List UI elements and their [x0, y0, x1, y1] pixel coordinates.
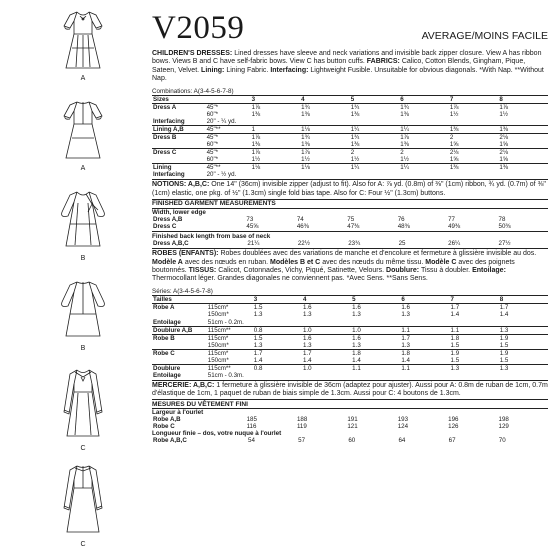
measurement-cell: 57	[298, 437, 306, 445]
length-table-english	[152, 240, 548, 247]
yardage-cell: 1.1	[400, 326, 449, 334]
measurement-cell: 124	[397, 423, 409, 431]
fabric-width: 60"*	[206, 111, 219, 119]
yardage-cell	[449, 171, 499, 178]
yardage-cell	[499, 372, 548, 379]
width-label-french: Largeur à l'ourlet	[152, 409, 204, 417]
yardage-cell: 0.8	[253, 364, 302, 372]
yardage-cell: 1⅛	[251, 164, 301, 172]
yardage-cell: 1.5	[253, 334, 302, 342]
table-row	[152, 334, 548, 342]
size-heading: 4	[300, 96, 350, 104]
yardage-cell: 1⅞	[399, 134, 449, 142]
fabric-width: 51cm - 0.2m.	[207, 318, 244, 326]
yardage-cell: 1.6	[302, 334, 351, 342]
yardage-cell: 2	[350, 149, 400, 157]
view-letter: C	[80, 541, 86, 548]
yardage-cell: 1.4	[450, 311, 460, 319]
row-label: Dress C	[153, 223, 177, 231]
measurement-cell: 27½	[498, 240, 511, 248]
yardage-cell: 1.6	[400, 304, 449, 312]
measurement-cell: 45⅝	[246, 223, 259, 231]
yardage-cell: 1.4	[253, 356, 263, 364]
row-label	[152, 141, 206, 149]
length-label-french: Longueur finie – dos, votre nuque à l'ourlet	[152, 430, 282, 438]
yardage-cell: 1.3	[499, 326, 548, 334]
measurement-cell: 60	[348, 437, 356, 445]
view-letter: A	[80, 165, 86, 172]
measurement-cell: 50⅜	[498, 223, 511, 231]
table-row	[152, 149, 548, 157]
yardage-cell: 1⅜	[301, 111, 310, 119]
yardage-cell: 1.9	[450, 349, 499, 357]
yardage-cell: 1⅞	[449, 104, 499, 112]
fabric-width: 60"*	[206, 156, 219, 164]
yardage-cell: 1¼	[350, 126, 400, 134]
size-header-row	[152, 96, 548, 104]
yardage-cell: 1¼	[399, 164, 449, 172]
yardage-cell: 1.3	[499, 364, 548, 372]
fabric-width: 115cm*	[207, 334, 253, 342]
yardage-cell: 1½	[350, 156, 360, 164]
sizes-label: Tailles	[152, 296, 207, 304]
size-heading: 6	[399, 96, 449, 104]
blank-cell	[206, 437, 247, 444]
yardage-cell: 1½	[251, 156, 261, 164]
row-label: Dress A	[152, 104, 206, 112]
measurements-title-french: MESURES DU VÊTEMENT FINI	[152, 399, 548, 409]
measurement-cell: 129	[498, 423, 509, 431]
yardage-cell: 1.8	[450, 334, 499, 342]
measurement-cell: 116	[246, 423, 257, 431]
yardage-cell	[498, 118, 548, 126]
yardage-cell: 1⅞	[251, 104, 301, 112]
yardage-cell: 2⅛	[498, 149, 548, 157]
measurement-cell: 121	[347, 423, 358, 431]
fabric-width: 45"*	[206, 104, 251, 112]
measurement-cell: 193	[397, 416, 409, 424]
yardage-table-english	[152, 95, 548, 178]
yardage-cell: 1½	[449, 111, 459, 119]
yardage-cell: 1⅜	[350, 111, 360, 119]
yardage-cell: 1⅛	[300, 126, 350, 134]
row-label: Robe B	[152, 334, 207, 342]
yardage-cell	[449, 118, 499, 126]
size-heading: 7	[450, 296, 499, 304]
row-label: Dress C	[152, 149, 206, 157]
yardage-cell: 2	[399, 149, 449, 157]
table-row	[152, 164, 548, 172]
yardage-cell: 1½	[400, 156, 409, 164]
measurement-cell: 74	[296, 216, 304, 224]
measurement-cell: 73	[246, 216, 254, 224]
yardage-cell: 1.7	[450, 304, 499, 312]
row-label	[152, 156, 206, 164]
yardage-cell: 1.7	[499, 304, 548, 312]
measurement-cell: 25	[398, 240, 406, 248]
fabric-width: 115cm**	[207, 364, 253, 372]
yardage-cell: 1.4	[302, 356, 312, 364]
length-table-french	[152, 437, 548, 444]
fabric-width: 45"*	[206, 134, 251, 142]
view-letter: B	[80, 255, 86, 262]
yardage-cell: 1⅝	[499, 141, 508, 149]
technical-drawings	[0, 0, 150, 560]
row-label: Doublure A,B	[152, 326, 207, 334]
yardage-cell: 1¼	[399, 126, 449, 134]
yardage-cell: 1.5	[450, 356, 460, 364]
yardage-cell: 1⅜	[449, 126, 499, 134]
view-letter: A	[80, 75, 86, 82]
row-label: Doublure	[152, 364, 207, 372]
measurement-cell: 77	[448, 216, 455, 224]
yardage-cell: 1.0	[302, 326, 351, 334]
size-heading: 3	[251, 96, 301, 104]
table-row	[152, 171, 548, 178]
measurement-cell: 46⅜	[296, 223, 309, 231]
blank-cell	[205, 416, 245, 423]
dress-c-back-drawing	[48, 460, 118, 548]
yardage-cell: 1.3	[401, 311, 410, 319]
yardage-cell	[251, 118, 301, 126]
measurement-row	[152, 437, 548, 444]
size-heading: 8	[499, 296, 548, 304]
yardage-cell	[399, 171, 449, 178]
measurements-title-english: FINISHED GARMENT MEASUREMENTS	[152, 199, 548, 209]
row-label	[152, 357, 207, 365]
yardage-cell: 1⅜	[400, 111, 409, 119]
table-row	[152, 342, 548, 350]
table-row	[152, 156, 548, 164]
row-label	[152, 111, 206, 118]
yardage-cell: 1.3	[253, 311, 263, 319]
yardage-cell	[251, 171, 301, 178]
row-label: Robe A,B	[153, 416, 181, 424]
blank-cell	[206, 240, 246, 247]
row-label: Dress B	[152, 134, 206, 142]
yardage-cell: 1⅛	[300, 164, 350, 172]
notions-english: NOTIONS: A,B,C: One 14" (36cm) invisible zipper (adjust to fit). Also for A: ⅞ yd. (0.8m) of ⅜" (1cm) ribbon, ¾ yd. (0.7m) of ⅜" (1cm) elastic, one pkg. of ½" (1.3cm) single fold bias tape. Also for C: Four ½" (1.3cm) buttons.	[152, 179, 548, 198]
yardage-cell	[351, 372, 400, 379]
measurement-cell: 49⅜	[448, 223, 461, 231]
yardage-cell	[253, 372, 302, 379]
yardage-cell: 1.6	[302, 304, 351, 312]
yardage-cell: 1.1	[351, 364, 400, 372]
row-label: Robe C	[153, 423, 175, 431]
dress-b-front-drawing	[48, 184, 118, 262]
yardage-cell: 1.7	[400, 334, 449, 342]
yardage-cell: 1⅞	[300, 149, 350, 157]
yardage-cell: 2⅛	[498, 134, 548, 142]
yardage-cell: 1.5	[499, 341, 509, 349]
yardage-cell: 1.0	[302, 364, 351, 372]
description-english: CHILDREN'S DRESSES: Lined dresses have sleeve and neck variations and invisible back zipper closure. View A has ribbon bows. Views B and C have self-fabric bows. View C has button cuffs. FABRICS: Calico, Cotton Blends, Gingham, Pique, Sateen, Velvet. Lining: Lining Fabric. Interfacing: Lightweight Fusible. Unsuitable for obvious diagonals. *With Nap. **Without Nap.	[152, 50, 544, 82]
fabric-width: 20" - ½ yd.	[206, 171, 237, 179]
row-label: Interfacing	[153, 171, 185, 179]
measurement-cell: 76	[397, 216, 405, 224]
table-row	[152, 126, 548, 134]
fabric-width: 115cm**	[207, 326, 253, 334]
yardage-cell: 1¾	[350, 104, 400, 112]
table-row	[152, 357, 548, 365]
series-label: Séries: A(3-4-5-6-7-8)	[152, 288, 213, 296]
yardage-cell: 1⅜	[449, 164, 499, 172]
table-row	[152, 364, 548, 372]
yardage-cell	[400, 319, 449, 327]
yardage-cell: 1¾	[399, 104, 449, 112]
yardage-cell: 1.4	[499, 311, 509, 319]
yardage-cell	[302, 372, 351, 379]
yardage-cell	[300, 171, 350, 178]
yardage-cell	[400, 372, 449, 379]
yardage-cell	[300, 118, 350, 126]
measurement-cell: 54	[248, 437, 255, 445]
yardage-cell: 2	[449, 134, 499, 142]
row-label	[152, 311, 207, 318]
row-label: Lining A,B	[152, 126, 206, 134]
blank-cell	[206, 96, 251, 104]
blank-cell	[205, 216, 245, 223]
yardage-cell: 1.4	[401, 356, 410, 364]
size-heading: 7	[449, 96, 499, 104]
yardage-cell	[302, 319, 351, 327]
header	[152, 12, 548, 45]
yardage-cell: 1⅝	[499, 156, 508, 164]
yardage-cell: 1.5	[499, 356, 509, 364]
yardage-cell: 1⅜	[251, 111, 261, 119]
yardage-cell: 1⅝	[449, 141, 459, 149]
measurement-cell: 47⅜	[347, 223, 360, 231]
yardage-cell: 1⅜	[400, 141, 409, 149]
table-row	[152, 104, 548, 112]
measurement-row	[152, 423, 548, 430]
pattern-number: V2059	[152, 10, 245, 46]
yardage-cell: 1⅜	[251, 141, 261, 149]
yardage-cell: 1.3	[352, 311, 361, 319]
measurement-cell: 64	[398, 437, 406, 445]
row-label: Entoilage	[153, 318, 181, 326]
size-heading: 3	[253, 296, 302, 304]
measurement-cell: 196	[448, 416, 459, 424]
measurement-cell: 67	[448, 437, 456, 445]
measurement-cell: 21¼	[247, 240, 260, 248]
row-label: Dress A,B	[153, 216, 183, 224]
blank-cell	[205, 223, 245, 230]
fabric-width: 45"*	[206, 149, 251, 157]
yardage-cell: 1.8	[351, 349, 400, 357]
measurement-row	[152, 240, 548, 247]
yardage-cell	[399, 118, 449, 126]
row-label: Robe C	[152, 349, 207, 357]
combinations-label: Combinations: A(3-4-5-6-7-8)	[152, 88, 234, 96]
yardage-cell: 1.6	[351, 304, 400, 312]
sizes-label: Sizes	[152, 96, 206, 104]
yardage-cell: 1.3	[352, 341, 361, 349]
notions-french: MERCERIE: A,B,C: 1 fermeture à glissière invisible de 36cm (adaptez pour ajuster). Aussi pour A: 0.8m de ruban de 1cm, 0.7m d'élastique de 1cm, 1 paquet de ruban de biais simple de 1.3cm. Aussi pour C: 4 boutons de 1.3cm.	[152, 381, 548, 397]
yardage-cell: 1.7	[302, 349, 351, 357]
difficulty-level: AVERAGE/MOINS FACILE	[421, 30, 548, 42]
yardage-cell: 1⅝	[449, 156, 459, 164]
fabric-width: 60"*	[206, 141, 219, 149]
row-label	[152, 342, 207, 350]
yardage-cell: 1½	[499, 111, 508, 119]
yardage-cell: 1.0	[351, 326, 400, 334]
measurement-cell: 48⅜	[397, 223, 410, 231]
dress-a-front-drawing	[48, 4, 118, 82]
measurement-cell: 26¼	[448, 240, 461, 248]
view-letter: B	[80, 345, 86, 352]
yardage-cell: 1.9	[499, 349, 548, 357]
yardage-cell: 2⅛	[449, 149, 499, 157]
fabric-width: 150cm*	[207, 311, 229, 319]
measurement-cell: 23¾	[348, 240, 361, 248]
measurement-row	[152, 216, 548, 223]
yardage-cell: 1.1	[400, 364, 449, 372]
yardage-cell: 1.5	[450, 341, 460, 349]
table-row	[152, 141, 548, 149]
yardage-cell: 1.1	[450, 326, 499, 334]
measurement-cell: 191	[347, 416, 358, 424]
table-row	[152, 134, 548, 142]
yardage-cell: 1⅜	[301, 141, 310, 149]
fabric-width: 150cm*	[207, 341, 229, 349]
measurement-row	[152, 223, 548, 230]
width-table-english	[152, 216, 548, 230]
yardage-cell: 1⅞	[251, 149, 301, 157]
measurement-cell: 22½	[297, 240, 310, 248]
measurement-cell: 119	[296, 423, 307, 431]
yardage-cell	[350, 118, 400, 126]
row-label: Lining	[152, 164, 206, 172]
yardage-cell: 1.5	[253, 304, 302, 312]
table-row	[152, 304, 548, 312]
description-french: ROBES (ENFANTS): Robes doublées avec des variations de manche et d'encolure et fermeture à glissière invisible au dos. Modèle A avec des nœuds en ruban. Modèles B et C avec des nœuds du même tissu. Modèle C avec des poignets boutonnés. TISSUS: Calicot, Cotonnades, Vichy, Piqué, Satinette, Velours. Doublure: Tissu à doubler. Entoilage: Thermocollant léger. Grandes diagonales ne conviennent pas. *Avec Sens. **Sans Sens.	[152, 248, 548, 283]
table-row	[152, 118, 548, 126]
yardage-cell: 1.9	[499, 334, 548, 342]
yardage-cell: 1⅞	[498, 104, 548, 112]
measurement-cell: 75	[347, 216, 355, 224]
length-label-english: Finished back length from base of neck	[152, 231, 548, 240]
yardage-cell: 1.7	[253, 349, 302, 357]
yardage-cell: 1.3	[450, 364, 499, 372]
table-row	[152, 372, 548, 379]
yardage-cell: 1.3	[302, 311, 312, 319]
measurement-cell: 126	[448, 423, 459, 431]
fabric-width: 115cm*	[207, 349, 253, 357]
pattern-envelope-back	[152, 12, 548, 445]
yardage-cell: 1¾	[350, 134, 400, 142]
yardage-cell: 1.3	[401, 341, 410, 349]
measurement-cell: 198	[498, 416, 509, 424]
width-table-french	[152, 416, 548, 430]
yardage-cell	[450, 372, 499, 379]
dress-b-back-drawing	[48, 274, 118, 352]
size-heading: 5	[350, 96, 400, 104]
measurement-row	[152, 416, 548, 423]
table-row	[152, 111, 548, 118]
row-label: Robe A	[152, 304, 207, 312]
dress-a-back-drawing	[48, 94, 118, 172]
size-heading: 8	[498, 96, 548, 104]
table-row	[152, 349, 548, 357]
measurement-cell: 78	[498, 216, 506, 224]
size-heading: 4	[302, 296, 351, 304]
table-row	[152, 326, 548, 334]
yardage-cell: 1¾	[300, 104, 350, 112]
yardage-cell	[450, 319, 499, 327]
yardage-cell: 1⅜	[498, 126, 548, 134]
yardage-cell	[498, 171, 548, 178]
table-row	[152, 311, 548, 318]
yardage-cell: 1½	[301, 156, 310, 164]
row-label: Entoilage	[153, 371, 181, 379]
yardage-cell	[351, 319, 400, 327]
blank-cell	[205, 423, 245, 430]
row-label: Robe A,B,C	[153, 437, 187, 445]
row-label: Interfacing	[153, 118, 185, 126]
yardage-table-french	[152, 295, 548, 378]
table-row	[152, 319, 548, 327]
yardage-cell: 1.3	[253, 341, 263, 349]
blank-cell	[207, 296, 253, 304]
yardage-cell: 1.3	[302, 341, 312, 349]
measurement-cell: 185	[246, 416, 257, 424]
fabric-width: 45"**	[206, 164, 251, 172]
yardage-cell: 1⅜	[350, 141, 360, 149]
view-letter: C	[80, 445, 86, 452]
yardage-cell	[499, 319, 548, 327]
fabric-width: 45"**	[206, 126, 251, 134]
yardage-cell: 1.6	[351, 334, 400, 342]
fabric-width: 51cm - 0.3m.	[207, 371, 244, 379]
yardage-cell: 1⅜	[498, 164, 548, 172]
yardage-cell: 1	[251, 126, 301, 134]
row-label: Dress A,B,C	[153, 240, 189, 248]
fabric-width: 150cm*	[207, 356, 229, 364]
yardage-cell: 1¼	[350, 164, 400, 172]
measurement-cell: 188	[296, 416, 308, 424]
yardage-cell: 1⅞	[251, 134, 301, 142]
yardage-cell: 1¾	[300, 134, 350, 142]
size-heading: 6	[400, 296, 449, 304]
size-heading: 5	[351, 296, 400, 304]
size-header-row	[152, 296, 548, 304]
measurement-cell: 70	[498, 437, 506, 445]
yardage-cell	[253, 319, 302, 327]
fabric-width: 115cm*	[207, 304, 253, 312]
fabric-width: 20" - ¼ yd.	[206, 118, 237, 126]
yardage-cell: 1.4	[352, 356, 361, 364]
yardage-cell: 0.8	[253, 326, 302, 334]
width-label-english: Width, lower edge	[152, 208, 206, 216]
dress-c-front-drawing	[48, 364, 118, 452]
yardage-cell	[350, 171, 400, 178]
yardage-cell: 1.8	[400, 349, 449, 357]
